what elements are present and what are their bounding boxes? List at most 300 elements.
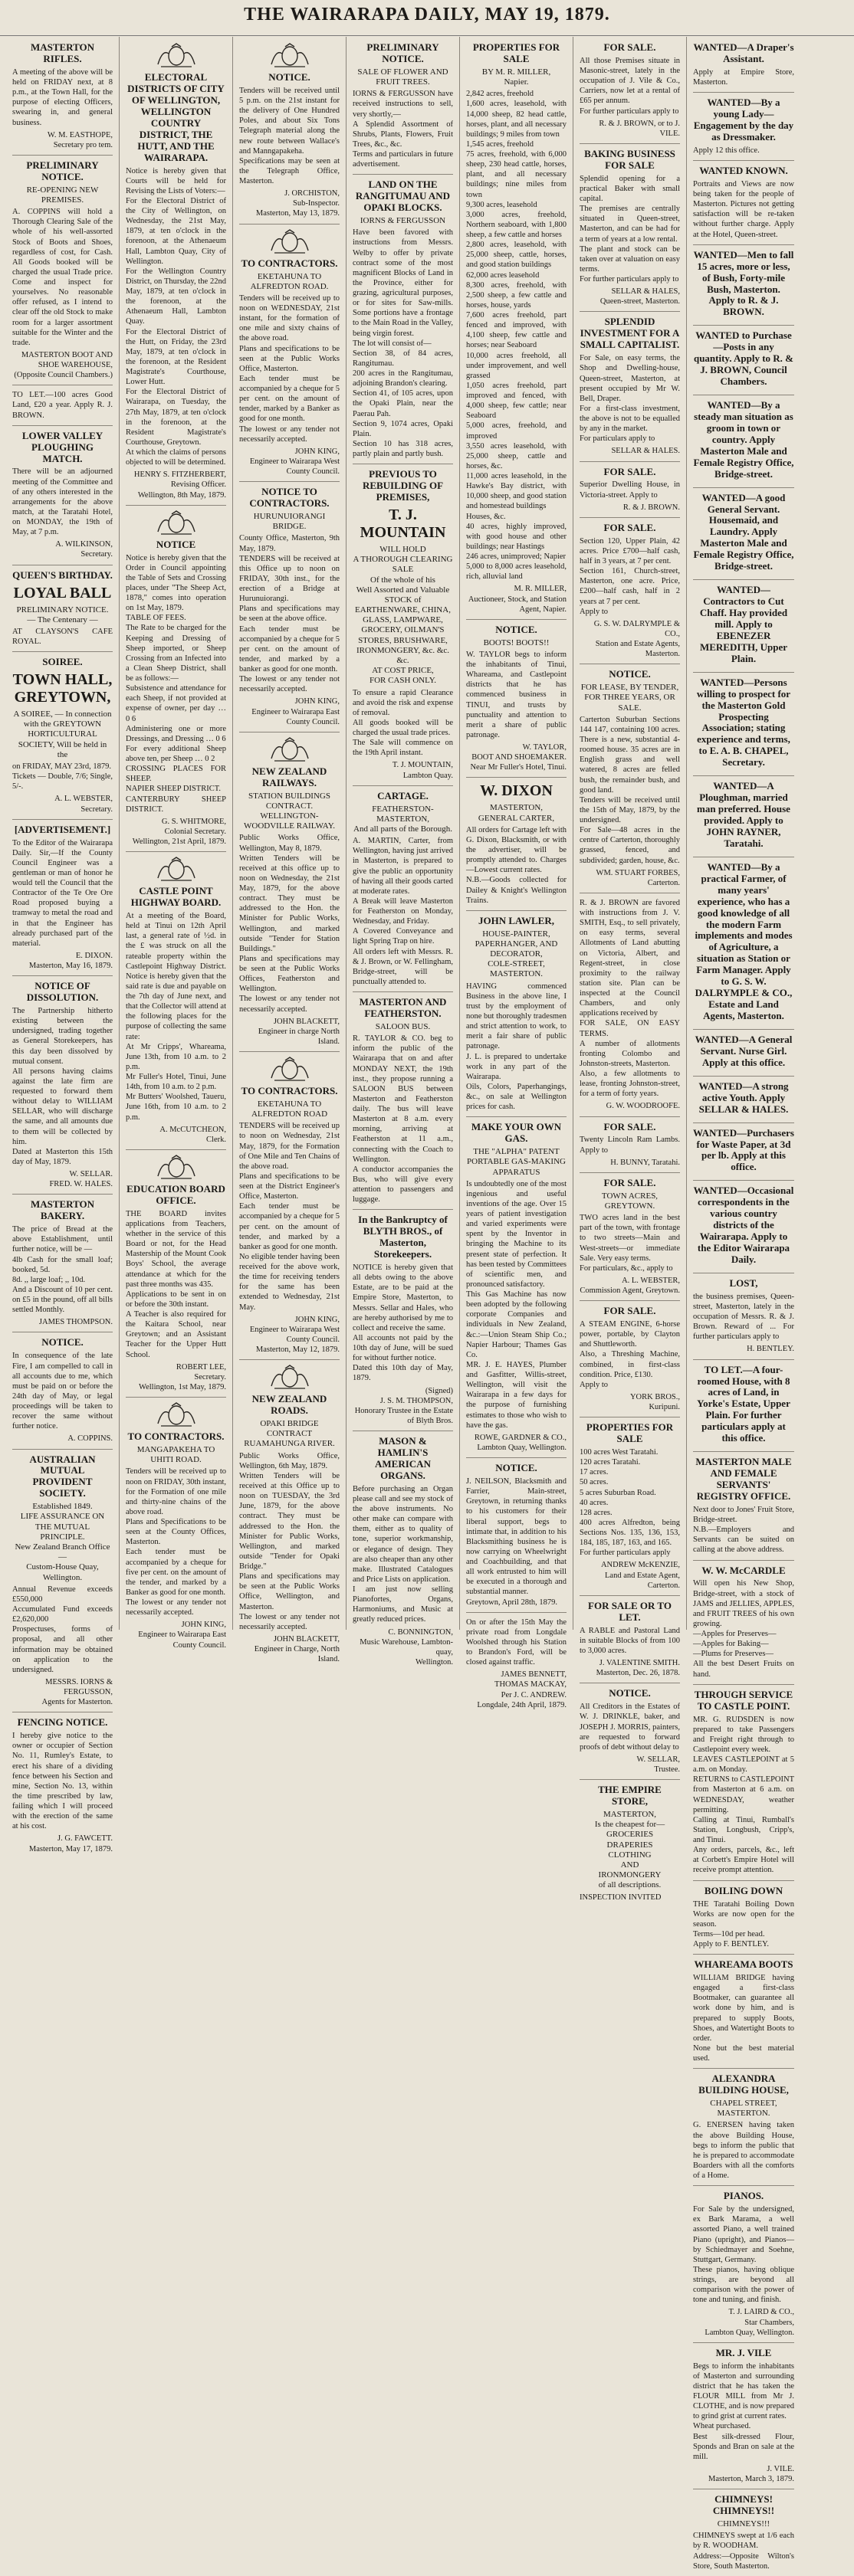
advertisement [693,2191,794,2343]
ad-heading: WANTED—By a steady man situation as groom in town or country. Apply Masterton Male and Female Registry Office, Bridge-street. [693,399,794,480]
ad-signature: ROWE, GARDNER & CO., Lambton Quay, Wellington. [474,1433,567,1452]
ad-heading: FOR SALE OR TO LET. [588,1599,672,1623]
ad-signature: G. S. W. DALRYMPLE & CO., Station and Estate Agents, Masterton. [593,619,680,659]
page-column [347,37,460,1667]
advertisement [12,1337,113,1449]
ad-body-text: A. COPPINS will hold a Thorough Clearing Sale of the whole of his well-assorted Stock of Boots and Shoes, regardless of cost, for Cash. All Goods booked will be charged the usual Trade price. Come and inspect for yourselves. No reasonable offer refused, as I intend to clear off the old Stock to make room for a larger assortment suitable for the Winter and the trade. [12,208,113,347]
royal-arms-engraving-icon [126,1402,226,1428]
ad-body-text: R. & J. BROWN are favored with instructions from J. V. SMITH, Esq., to sell privately, on easy terms, several Allotments of Land abutting on Victoria, Albert, and Regent-street, in close proximity to the railway station site. Plan can be inspected at the Council Chambers, and only applications received by FOR SALE, ON EASY TERMS. A number of allotments fronting Colombo and Johnston-streets, Masterton. Also, a few allotments to lease, fronting Johnston-street, for a term of forty years. [580,898,680,1099]
ad-subheading: CHAPEL STREET, MASTERTON. [710,2099,777,2119]
advertisement [580,1178,680,1301]
ad-body-text: Superior Dwelling House, in Victoria-street. Apply to [580,480,680,500]
ad-display-line: TOWN HALL, GREYTOWN, [12,671,113,706]
ad-heading: LOWER VALLEY PLOUGHING MATCH. [21,429,103,464]
ad-subheading: WILL HOLD A THOROUGH CLEARING SALE Of the whole of his Well Assorted and Valuable STOCK of EARTHENWARE, CHINA, GLASS, LAMPWARE, GROCERY, OILMAN'S STORES, BRUSHWARE, IRONMONGERY, &c. &c. &c. AT COST PRICE, FOR CASH ONLY. [353,544,453,686]
ad-heading: THE EMPIRE STORE, [598,1784,662,1807]
ad-body-text: G. ENERSEN having taken the above Building House, begs to inform the public that he is prepared to accommodate Boarders with all the comforts of a Home. [693,2121,794,2181]
ad-heading: TO CONTRACTORS. [241,257,338,269]
masthead: THE WAIRARAPA DAILY, MAY 19, 1879. [0,5,854,36]
advertisement [353,469,453,786]
ad-heading: WANTED KNOWN. [699,165,788,176]
royal-arms-engraving-icon [239,1057,340,1083]
royal-arms-engraving-icon [239,1365,340,1391]
ad-body-text: Annual Revenue exceeds £550,000 Accumulated Fund exceeds £2,620,000 Prospectuses, forms of proposal, and all other information may be obtained on application to the undersigned. [12,1585,113,1674]
advertisement [126,510,226,853]
ad-heading: WANTED—A strong active Youth. Apply SELLAR & HALES. [698,1080,789,1115]
ad-body-text: MR. G. RUDSDEN is now prepared to take Passengers and Freight right through to Castlepoint every week. LEAVES CASTLEPOINT at 5 a.m. on Monday. RETURNS to CASTLEPOINT from Masterton at 6 a.m. on WEDNESDAY, weather permitting. Calling at Tinui, Rumball's Station, Longbush, Cripp's, and Tinui. Any orders, parcels, &c., left at Corbett's Empire Hotel will receive prompt attention. [693,1715,794,1875]
ad-subheading: TOWN ACRES, GREYTOWN. [601,1191,659,1211]
ad-heading: WANTED—By a practical Farmer, of many years' experience, who has a good knowledge of all the modern Farm implements and modes of Agriculture, a situation as Station or Farm Manager. Apply to G. S. W. DALRYMPLE & CO., Estate and Land Agents, Masterton. [695,860,793,1021]
royal-arms-engraving-icon [126,43,226,69]
ad-heading: MASTERTON AND FEATHERSTON. [359,996,447,1019]
advertisement [693,677,794,777]
advertisement [693,1689,794,1881]
ad-subheading: THE "ALPHA" PATENT PORTABLE GAS-MAKING APPARATUS [467,1147,566,1177]
advertisement [239,1057,340,1360]
advertisement [239,229,340,483]
ad-body-text: I hereby give notice to the owner or occupier of Section No. 11, Rumley's Estate, to erect his share of a dividing fence between his Section and mine, Section No. 13, within the time prescribed by law, failing which I will proceed with the erection of the same at his cost. [12,1732,113,1831]
ad-signature: H. BUNNY, Taratahi. [610,1158,680,1167]
ad-body-text: Carterton Suburban Sections 144 147, containing 100 acres. There is a new, substantial 4-roomed house. 35 acres are in English grass and well watered, 8 acres are felled bush, the remainder bush, and good land. Tenders will be received until the 15th of May, 1879, by the undersigned. For Sale—48 acres in the centre of Carterton, thoroughly grassed, fenced, and subdivided; garden, house, &c. [580,715,680,865]
ad-body-text: Portraits and Views are now being taken for the people of Masterton. Pictures not getting satisfaction will be re-taken without further charge. Apply at the Hotel, Queen-street. [693,179,794,239]
advertisement-columns [6,37,848,2571]
ad-heading: PIANOS. [723,2190,764,2202]
advertisement [693,781,794,857]
ad-heading: PROPERTIES FOR SALE [472,41,560,64]
ad-subheading: HOUSE-PAINTER, PAPERHANGER, AND DECORATOR, COLE-STREET, MASTERTON. [475,929,558,979]
page-column [460,37,573,1709]
ad-body-text: Tenders will be received up to noon on WEDNESDAY, 21st instant, for the formation of one mile and sixty chains of the above road. Plans and specifications to be seen at the Public Works Office, Masterton. Each tender must be accompanied by a cheque for 5 per cent. on the amount of tender, marked by a Banker as good for one month. The lowest or any tender not necessarily accepted. [239,293,340,444]
ad-heading: CHIMNEYS! CHIMNEYS!! [712,2493,775,2517]
advertisement [693,166,794,245]
ad-body-text: There will be an adjourned meeting of the Committee and of any others interested in the arrangements for the above match, at the Taratahi Hotel, on MONDAY, the 19th of May, at 7 p.m. [12,467,113,537]
ad-body-text: 2,842 acres, freehold 1,600 acres, leasehold, with 14,000 sheep, 82 head cattle, horses, plant, and all necessary buildings; 9 miles from town 1,545 acres, freehold 75 acres, freehold, with 6,000 sheep, 230 head cattle, horses, plant, and all necessary buildings; nine miles from town 9,300 acres, leasehold 3,000 acres, freehold, Northern seaboard, with 1,800 sheep, a few cattle and horses 2,800 acres, leasehold, with 25,000 sheep, cattle, horses, and good station buildings 62,000 acres leasehold 8,300 acres, freehold, with 2,500 sheep, a few cattle and horses, house, yards 7,600 acres freehold, part fenced and improved, with 4,100 sheep, few cattle and horses; near Seaboard 10,000 acres freehold, all under improvement, and well grassed 1,050 acres freehold, part improved and fenced, with 4,000 sheep, few cattle; near Seaboard 5,000 acres, freehold, and improved 3,550 acres leasehold, with 25,000 sheep, cattle and horses, &c. 11,000 acres leasehold, in the Hawke's Bay district, with 10,000 sheep, and good station and homestead buildings Houses, &c. 40 acres, highly improved, with good house and other buildings; near Hastings 246 acres, unimproved; Napier 5,000 to 8,000 acres leasehold, rich, alluvial land [466,90,567,582]
advertisement [12,42,113,156]
page-column [233,37,347,1664]
ad-signature: ROBERT LEE, Secretary. Wellington, 1st May, 1879. [139,1362,226,1391]
ad-signature: MASTERTON BOOT AND SHOE WAREHOUSE, (Opposite Council Chambers.) [14,350,113,380]
advertisement [693,1128,794,1181]
ad-heading: AUSTRALIAN MUTUAL PROVIDENT SOCIETY. [29,1453,96,1499]
ad-heading: THROUGH SERVICE TO CASTLE POINT. [694,1688,793,1712]
advertisement [12,390,113,425]
ad-signature: (Signed) J. S. M. THOMPSON, Honorary Trustee in the Estate of Blyth Bros. [354,1386,453,1425]
ad-heading: FOR SALE. [603,465,656,477]
ad-body-text: County Office, Masterton, 9th May, 1879. TENDERS will be received at this Office up to noon on FRIDAY, 30th inst., for the erection of a Bridge at Hurunuiorangi. Plans and specifications may be seen at the above office. Each tender must be accompanied by a cheque for 5 per cent. on the amount of tender, and marked by a banker as good for one month. The lowest or any tender not necessarily accepted. [239,534,340,694]
ad-body-text: THE Taratahi Boiling Down Works are now open for the season. Terms—10d per head. Apply to F. BENTLEY. [693,1899,794,1948]
ad-subheading: A SOIREE, — In connection with the GREYTOWN HORTICULTURAL SOCIETY, Will be held in the [13,710,112,759]
ad-subheading: PRELIMINARY NOTICE. — The Centenary — [16,605,109,624]
ad-subheading: OPAKI BRIDGE CONTRACT RUAMAHUNGA RIVER. [244,1419,335,1449]
ad-signature: A. COPPINS. [67,1434,113,1444]
ad-signature: A. L. WEBSTER, Commission Agent, Greytown. [580,1276,680,1295]
ad-body-text: For Sale by the undersigned, ex Bark Marama, a well assorted Piano, a well trained Piano (upright), and Pianos—by Schiedmayer and Soehne, Stuttgart, Germany. These pianos, having oblique strings, are beyond all comparison with the power of tone and tuning, and finish. [693,2205,794,2305]
ad-heading: WANTED—Persons willing to prospect for the Masterton Gold Prospecting Association; stating experience and terms, to E. A. B. CHAPEL, Secretary. [696,676,791,769]
ad-heading: FOR SALE. [603,1176,656,1188]
advertisement [580,316,680,461]
advertisement [693,42,794,93]
advertisement [693,1278,794,1360]
ad-subheading: RE-OPENING NEW PREMISES. [26,185,99,205]
ad-body-text: Apply at Empire Store, Masterton. [693,67,794,87]
advertisement [466,782,567,910]
advertisement [693,97,794,161]
advertisement [693,1081,794,1123]
ad-body-text: Apply 12 this office. [693,146,760,155]
advertisement [580,1688,680,1780]
advertisement [580,1306,680,1417]
ad-signature: JOHN BLACKETT, Engineer in charge North Island. [258,1017,340,1046]
ad-body-text: the business premises, Queen-street, Masterton, lately in the occupation of Messrs. R. & J. Brown. Reward of ... For further particulars apply to [693,1292,794,1342]
ad-heading: NOTICE. [495,1462,537,1474]
advertisement [466,42,567,620]
ad-body-text: All those Premises situate in Masonic-street, lately in the occupation of J. Vile & Co., Carriers, now let at a rental of £65 per annum. For further particulars apply to [580,56,680,116]
ad-signature: JOHN BLACKETT, Engineer in Charge, North Island. [254,1634,340,1664]
advertisement [353,1436,453,1672]
ad-display-line: W. DIXON [480,782,553,800]
ad-subheading: SALE OF FLOWER AND FRUIT TREES. [357,67,448,87]
ad-body-text: In consequence of the late Fire, I am compelled to call in all accounts due to me, which must be paid on or before the 24th day of May, or legal proceedings will be taken to recover the same without further notice. [12,1352,113,1431]
ad-heading: WANTED—A good General Servant. Housemaid, and Laundry. Apply Masterton Male and Female Registry Office, Bridge-street. [693,491,794,572]
ad-body-text: NOTICE is hereby given that all debts owing to the above Estate, are to be paid at the Empire Store, Masterton, to Messrs. Sellar and Hales, who are hereby authorised by me to collect and receive the same. All accounts not paid by the 10th day of June, will be sued for without further notice. Dated this 10th day of May, 1879. [353,1263,453,1383]
ad-heading: MR. J. VILE [715,2346,772,2358]
advertisement [693,1886,794,1955]
ad-display-line: T. J. MOUNTAIN [360,506,446,541]
page-column [687,37,800,2571]
ad-heading: NOTICE [156,538,196,550]
ad-body-text: At a meeting of the Board, held at Tinui on 12th April last, a general rate of ½d. in the £ was struck on all the rateable property within the Castlepoint Highway District. Notice is hereby given that the said rate is due and payable on the 7th day of June next, and that the Collector will attend at the following places for the purpose of collecting the same rate: At Mr Cripps', Whareama, June 13th, from 10 a.m. to 2 p.m. Mr Fuller's Hotel, Tinui, June 14th, from 10 a.m. to 2 p.m. Mr Butters' Woolshed, Taueru, June 16th, from 10 a.m. to 2 p.m. [126,912,226,1122]
ad-heading: MASTERTON BAKERY. [30,1198,95,1222]
ad-body-text: AT CLAYSON'S CAFE ROYAL. [12,627,113,646]
ad-signature: E. DIXON. Masterton, May 16, 1879. [28,951,113,971]
ad-subheading: FOR LEASE, BY TENDER, FOR THREE YEARS, OR SALE. [580,683,679,713]
advertisement [693,2494,794,2576]
ad-heading: WANTED—Occasional correspondents in the various country districts of the Wairarapa. Apply to the Editor Wairarapa Daily. [693,1185,794,1265]
ad-heading: FOR SALE. [603,41,656,53]
ad-signature: JOHN KING, Engineer to Wairarapa East County Council. [138,1621,226,1650]
ad-signature: M. R. MILLER, Auctioneer, Stock, and Station Agent, Napier. [468,585,567,614]
ad-signature: JOHN KING, Engineer to Wairarapa West County Council. [249,447,340,476]
advertisement [580,523,680,664]
ad-signature: A. L. WEBSTER, Secretary. [54,795,113,814]
ad-body-text: Tenders will be received up to noon on FRIDAY, 30th instant, for the Formation of one mile and thirty-nine chains of the above road. Plans and Specifications to be seen at the County Offices, Masterton. Each tender must be accompanied by a cheque for five per cent. on the amount of the tender, and marked by a Banker as good for one month. The lowest or any tender not necessarily accepted. [126,1467,226,1617]
ad-heading: FOR SALE. [603,1305,656,1317]
ad-subheading: MASTERTON, Is the cheapest for— GROCERIES DRAPERIES CLOTHING AND IRONMONGERY of all descriptions. [594,1810,665,1890]
ad-body-text: For Sale, on easy terms, the Shop and Dwelling-house, Queen-street, Masterton, at present occupied by Mr W. Bell, Draper. For a first-class investment, the above is not to be equalled by any in the market. For particulars apply to [580,354,680,444]
ad-body-text: A meeting of the above will be held on FRIDAY next, at 8 p.m., at the Town Hall, for the purpose of electing Officers, swearing in, and general business. [12,67,113,127]
ad-heading: NOTICE. [495,623,537,635]
advertisement [12,160,113,385]
ad-body-text: The Partnership hitherto existing between the undersigned, trading together as General Storekeepers, has this day been dissolved by mutual consent. All persons having claims against the late firm are requested to forward them without delay to WILLIAM SELLAR, who will discharge the same, and all amounts due to them will be collected by him. Dated at Masterton this 15th day of May, 1879. [12,1007,113,1166]
advertisement [466,916,567,1118]
ad-body-text: On or after the 15th May the private road from Longdale Woolshed through his Station to Brandon's Ford, will be closed against traffic. [466,1617,567,1667]
ad-heading: WANTED—Contractors to Cut Chaff. Hay provided mill. Apply to EBENEZER MEREDITH, Upper Plain. [699,584,788,664]
ad-signature: JOHN KING, Engineer to Wairarapa West County Council. Masterton, May 12, 1879. [249,1315,340,1355]
page-column [573,37,687,1902]
ad-signature: A. WILKINSON, Secretary. [55,540,113,559]
ad-body-text: Notice is hereby given that Courts will be held for Revising the Lists of Voters:— For the Electoral District of the City of Wellington, on Wednesday, the 21st May, 1879, at ten o'clock in the forenoon, at the Athenaeum Hall, Lambton Quay, City of Wellington. For the Wellington Country District, on Thursday, the 22nd May, 1879, at ten o'clock in the forenoon, at the Athenaeum Hall, Lambton Quay. For the Electoral District of the Hutt, on Friday, the 23rd May, 1879, at ten o'clock in the forenoon, at the Resident Magistrate's Courthouse, Lower Hutt. For the Electoral District of Wairarapa, on Tuesday, the 27th May, 1879, at ten o'clock in the forenoon, at the Resident Magistrate's Courthouse, Greytown. At which the claims of persons objected to will be determined. [126,166,226,467]
ad-body-text: All orders for Cartage left with G. Dixon, Blacksmith, or with the advertiser, will be promptly attended to. Charges—Lowest current rates. N.B.—Goods collected for Dailey & Knight's Wellington Trains. [466,825,567,905]
ad-heading: MASTERTON RIFLES. [30,41,95,64]
ad-body-text: on FRIDAY, MAY 23rd, 1879. Tickets — Double, 7/6; Single, 5/-. [12,762,113,791]
advertisement [693,1365,794,1453]
ad-heading: FOR SALE. [603,1120,656,1132]
advertisement [693,2348,794,2489]
ad-subheading: CHIMNEYS!!! [717,2519,770,2529]
ad-signature: R. & J. BROWN, or to J. VILE. [599,119,680,138]
royal-arms-engraving-icon [239,737,340,763]
ad-heading: TO CONTRACTORS. [127,1431,225,1443]
ad-heading: TO CONTRACTORS. [241,1085,338,1096]
ad-heading: WANTED—Men to fall 15 acres, more or less, of Bush, Forty-mile Bush, Masterton. Apply to R. & J. BROWN. [693,248,794,318]
ad-signature: R. & J. BROWN. [622,503,680,512]
advertisement [580,1422,680,1596]
advertisement [693,1959,794,2069]
ad-body-text: Begs to inform the inhabitants of Masterton and surrounding district that he has taken the FLOUR MILL from Mr J. CLOTHE, and is now prepared to grind grist at current rates. Wheat purchased. Best silk-dressed Flour, Sponds and Bran on sale at the mill. [693,2361,794,2461]
advertisement [580,669,680,893]
ad-signature: WM. STUART FORBES, Carterton. [596,868,680,887]
advertisement [693,1565,794,1685]
royal-arms-engraving-icon [239,43,340,69]
royal-arms-engraving-icon [126,857,226,883]
ad-heading: In the Bankruptcy of BLYTH BROS., of Masterton, Storekeepers. [358,1214,448,1260]
ad-body-text: TO LET.—100 acres Good Land, £20 a year. Apply R. J. BROWN. [12,391,113,420]
ad-body-text: The price of Bread at the above Establishment, until further notice, will be — 4lb Cash for the small loaf; booked, 5d. 8d. ,, large loaf; ,, 10d. And a Discount of 10 per cent. on £5 in the pound, off all bills settled Monthly. [12,1225,113,1315]
advertisement [353,179,453,464]
ad-heading: NEW ZEALAND ROADS. [251,1393,327,1417]
ad-body-text: HAVING commenced Business in the above line, I trust by the employment of none but thoroughly tradesmen and strict attention to work, to merit a fair share of public patronage. J. L. is prepared to undertake work in any part of the Wairarapa. Oils, Colors, Paperhangings, &c., on sale at Wellington prices for cash. [466,982,567,1112]
royal-arms-engraving-icon [126,510,226,536]
ad-body-text: J. NEILSON, Blacksmith and Farrier, Main-street, Greytown, in returning thanks to his customers for their liberal support, begs to intimate that, in addition to his Blacksmithing business he is now carrying on Wheelwright and Coachbuilding, and that all work entrusted to him will be executed in a thorough and substantial manner. Greytown, April 28th, 1879. [466,1477,567,1607]
ad-signature: W. SELLAR, Trustee. [636,1755,680,1774]
ad-signature: YORK BROS., Kuripuni. [629,1392,680,1412]
ad-heading: WHAREAMA BOOTS [694,1958,793,1971]
ad-signature: J. VILE. Masterton, March 3, 1879. [708,2464,794,2484]
ad-subheading: Established 1849. LIFE ASSURANCE ON THE MUTUAL PRINCIPLE. New Zealand Branch Office— Custom-House Quay, Wellington. [15,1502,110,1582]
ad-signature: J. VALENTINE SMITH. Masterton, Dec. 26, 1878. [596,1659,680,1678]
ad-heading: WANTED to Purchase—Posts in any quantity. Apply to R. & J. BROWN, Council Chambers. [693,329,794,388]
ad-heading: BAKING BUSINESS FOR SALE [584,147,675,171]
ad-heading: NEW ZEALAND RAILWAYS. [251,765,327,788]
advertisement [693,493,794,581]
advertisement [12,824,113,977]
ad-heading: WANTED—A Ploughman, married man preferred. House provided. Apply to JOHN RAYNER, Taratahi. [697,780,790,849]
ad-heading: FOR SALE. [603,521,656,533]
ad-body-text: R. TAYLOR & CO. beg to inform the public of the Wairarapa that on and after MONDAY NEXT, the 19th inst., they propose running a SALOON BUS between Masterton and Featherston daily. The bus will leave Masterton at 8 a.m. every morning, arriving at Featherston at 11 a.m., connecting with the Coach to Wellington. A conductor accompanies the Bus, who will give every attention to passengers and luggage. [353,1034,453,1204]
ad-body-text: Splendid opening for a practical Baker with small capital. The premises are centrally situated in Queen-street, Masterton, and can be had for a term of years at a low rental. The plant and stock can be taken over at valuation on easy terms. For further particulars apply to [580,174,680,284]
advertisement [12,570,113,653]
ad-heading: ELECTORAL DISTRICTS OF CITY OF WELLINGTON, WELLINGTON COUNTRY DISTRICT, THE HUTT, AND THE WAIRARAPA. [127,71,225,163]
ad-heading: NOTICE. [609,1687,651,1699]
advertisement [126,1155,226,1398]
ad-heading: FENCING NOTICE. [17,1716,108,1729]
ad-body-text: A STEAM ENGINE, 6-horse power, portable, by Clayton and Shuttleworth. Also, a Threshing Machine, combined, in first-class condition. Price, £130. Apply to [580,1320,680,1389]
ad-body-text: A. MARTIN, Carter, from Wellington, having just arrived in Masterton, is prepared to give the public an opportunity of having all their goods carted at moderate rates. A Break will leave Masterton for Featherston on Monday, Wednesday, and Friday. A Covered Conveyance and light Spring Trap on hire. All orders left with Messrs. R. & J. Brown, or W. Fellingham, Bridge-street, will be punctually attended to. [353,837,453,986]
ad-heading: ALEXANDRA BUILDING HOUSE, [698,2073,789,2096]
advertisement [353,42,453,175]
ad-heading: WANTED—Purchasers for Waste Paper, at 3d per lb. Apply at this office. [693,1126,794,1173]
ad-subheading: HURUNUIORANGI BRIDGE. [253,512,326,532]
advertisement [693,400,794,488]
ad-signature: SELLAR & HALES. [611,447,680,456]
ad-heading: WANTED—A General Servant. Nurse Girl. Apply at this office. [695,1033,793,1068]
ad-subheading: FEATHERSTON-MASTERTON, And all parts of the Borough. [353,804,452,834]
advertisement [466,624,567,778]
ad-signature: J. ORCHISTON, Sub-Inspector. Masterton, May 13, 1879. [255,189,340,218]
advertisement [126,43,226,506]
ad-subheading: STATION BUILDINGS CONTRACT. WELLINGTON-WOODVILLE RAILWAY. [244,791,335,831]
ad-heading: MASON & HAMLIN'S AMERICAN ORGANS. [375,1435,431,1481]
ad-signature: JOHN KING, Engineer to Wairarapa East County Council. [251,697,340,726]
advertisement [580,898,680,1117]
ad-body-text: Have been favored with instructions from Messrs. Welby to offer by private contract some of the most magnificent Blocks of Land in the Province, either for grazing, agricultural purposes, or for sites for Saw-mills. Some portions have a frontage to the Main Road in the Valley, being virgin forest. The lot will consist of— Section 38, of 84 acres, Rangitumau. 200 acres in the Rangitumau, adjoining Brandon's clearing. Section 41, of 105 acres, upon the Opaki Plain, near the Paerau Pah. Section 9, 1074 acres, Opaki Plain. Section 10 has 318 acres, partly plain and partly bush. [353,228,453,458]
ad-heading: MASTERTON MALE AND FEMALE SERVANTS' REGISTRY OFFICE. [695,1456,792,1502]
ad-body-text: Notice is hereby given that the Order in Council appointing the Table of Sets and Crossing places, under "The Sheep Act, 1878," comes into operation on 1st May, 1879. TABLE OF FEES. The Rate to be charged for the Keeping and Dressing of Sheep imported, or Sheep Crossing from an Infected into a Clean Sheep District, shall be as follows:— Subsistence and attendance for each Sheep, if not provided at expense of owner, per day … 0 6 Administering one or more Dressings, and Dressing … 0 6 For every additional Sheep above ten, per Sheep … 0 2 CROSSING PLACES FOR SHEEP. NAPIER SHEEP DISTRICT. CANTERBURY SHEEP DISTRICT. [126,553,226,814]
ad-body-text: A RABLE and Pastoral Land in suitable Blocks of from 100 to 3,000 acres. [580,1626,680,1655]
ad-heading: LOST, [729,1277,758,1289]
ad-heading: TO LET.—A four-roomed House, with 8 acres of Land, in Yorke's Estate, Upper Plain. For further particulars apply at this office. [697,1363,790,1444]
ad-subheading: EKETAHUNA TO ALFREDTON ROAD. [250,271,329,291]
ad-body-text: WILLIAM BRIDGE having engaged a first-class Bootmaker, can guarantee all work done by him, and is prepared to supply Boots, Shoes, and Watertight Boots to order. None but the best material used. [693,1974,794,2063]
ad-body-text: Section 120, Upper Plain, 42 acres. Price £700—half cash, half in 3 years, at 7 per cent. Section 161, Church-street, Masterton, one acre. Price, £200—half cash, half in 2 years at 7 per cent. Apply to [580,536,680,616]
ad-heading: NOTICE. [609,668,651,680]
ad-heading: NOTICE TO CONTRACTORS. [249,486,330,510]
advertisement [693,585,794,673]
advertisement [580,42,680,144]
ad-body-text: Tenders will be received until 5 p.m. on the 21st instant for the delivery of One Hundred Poles, and about Six Tons Telegraph material along the new route between Wallace's and Manngapakeha. Specifications may be seen at the Telegraph Office, Masterton. [239,86,340,186]
ad-signature: A. McCUTCHEON, Clerk. [159,1125,226,1144]
advertisement [693,1034,794,1077]
ad-body-text: Is undoubtedly one of the most ingenious and useful inventions of the age. Over 15 years of patient investigation and varied experiments were spent by the Inventor in bringing the Machine to its present state of perfection. It has been tested by Committees of scientific men, and pronounced satisfactory. This Gas Machine has now been adopted by the following corporate Companies and individuals in New Zealand, &c.:—Union Steam Ship Co.; Napier Harbour; Thames Gas Co. MR. J. E. HAYES, Plumber and Gasfitter, Willis-street, Wellington, will visit the Wairarapa in a few days for the purpose of furnishing estimates to those who wish to have the gas. [466,1179,567,1430]
ad-body-text: W. TAYLOR begs to inform the inhabitants of Tinui, Whareama, and Castlepoint districts that he has commenced business in TINUI, and trusts by punctuality and attention to merit a share of public patronage. [466,650,567,739]
ad-heading: SOIREE. [42,656,83,668]
ad-subheading: SALOON BUS. [375,1021,431,1031]
ad-signature: T. J. LAIRD & CO., Star Chambers, Lambton Quay, Wellington. [705,2308,794,2337]
ad-subheading: MANGAPAKEHA TO UHITI ROAD. [136,1445,215,1465]
ad-body-text: All Creditors in the Estates of W. J. DRINKLE, baker, and JOSEPH J. MORRIS, painters, are requested to forward proofs of debt without delay to [580,1703,680,1752]
advertisement [239,737,340,1052]
ad-body-text: THE BOARD invites applications from Teachers, whether in the service of this Board or not, for the Head Mastership of the Mount Cook Boys' School, the average attendance at which for the past three months was 435. Applications to be sent in on or before the 30th instant. A Teacher is also required for the Kaitara School, near Greytown; and an Assistant Teacher for the Upper Hutt School. [126,1209,226,1359]
advertisement [466,1463,567,1613]
advertisement [126,857,226,1150]
advertisement [12,431,113,565]
ad-body-text: Will open his New Shop, Bridge-street, with a stock of JAMS and JELLIES, APPLES, and FRUIT TREES of his own growing. —Apples for Preserves— —Apples for Baking— —Plums for Preserves— All the best Desert Fruits on hand. [693,1579,794,1679]
ad-heading: WANTED—By a young Lady—Engagement by the day as Dressmaker. [693,97,794,143]
ad-signature: W. M. EASTHOPE, Secretary pro tem. [47,130,113,149]
ad-heading: MAKE YOUR OWN GAS. [471,1121,562,1145]
advertisement [693,250,794,326]
ad-body-text: IORNS & FERGUSSON have received instructions to sell, very shortly,— A Splendid Assortment of Shrubs, Plants, Flowers, Fruit Trees, &c., &c. Terms and particulars in future advertisement. [353,90,453,169]
advertisement [693,2073,794,2186]
advertisement [12,981,113,1195]
advertisement [466,1617,567,1715]
ad-heading: [ADVERTISEMENT.] [14,823,111,835]
ad-body-text: TENDERS will be received up to noon on Wednesday, 21st May, 1879, for the Formation of One Mile and Ten Chains of the above road. Plans and specifications to be seen at the District Engineer's Office, Masterton. Each tender must be accompanied by a cheque for 5 per cent. on the amount of tender, and marked by a banker as good for one month. No eligible tender having been received for the above work, the time for receiving tenders for the same has been extended to Wednesday, 21st May. [239,1122,340,1312]
ad-subheading: EKETAHUNA TO ALFREDTON ROAD [251,1099,328,1119]
ad-heading: PRELIMINARY NOTICE. [26,159,99,182]
advertisement [12,1717,113,1858]
ad-signature: C. BONNINGTON, Music Warehouse, Lambton-quay, Wellington. [360,1627,453,1667]
ad-body-text: To ensure a rapid Clearance and avoid the risk and expense of removal. All goods booked will be charged the usual trade prices. The Sale will commence on the 19th April instant. [353,688,453,758]
ad-body-text: Public Works Office, Wellington, 6th May, 1879. Written Tenders will be received at this Office up to noon on TUESDAY, the 3rd June, 1879, for the above contract. They must be addressed to the Hon. the Minister for Public Works, Wellington, and marked outside "Tender for Opaki Bridge." Plans and specifications may be seen at the Public Works Office, Wellington, and Masterton. The lowest or any tender not necessarily accepted. [239,1451,340,1631]
advertisement [580,1122,680,1173]
ad-heading: WANTED—A Draper's Assistant. [693,41,794,64]
advertisement [580,149,680,313]
ad-signature: JAMES THOMPSON. [38,1318,113,1327]
ad-heading: NOTICE OF DISSOLUTION. [26,980,99,1004]
ad-subheading: IORNS & FERGUSSON [360,216,446,226]
advertisement [580,1601,680,1684]
royal-arms-engraving-icon [239,229,340,255]
ad-body-text: CHIMNEYS swept at 1/6 each by R. WOODHAM. Address:—Opposite Wilton's Store, South Masterton. [693,2532,794,2571]
ad-signature: MESSRS. IORNS & FERGUSSON, Agents for Masterton. [41,1677,113,1707]
ad-body-text: 100 acres West Taratahi. 120 acres Taratahi. 17 acres. 50 acres. 5 acres Suburban Road. 40 acres. 128 acres. 400 acres Alfredton, being Sections Nos. 135, 136, 153, 184, 185, 187, 163, and 165. For further particulars apply [580,1448,680,1558]
ad-heading: W. W. McCARDLE [701,1564,786,1576]
ad-display-line: LOYAL BALL [13,584,112,601]
advertisement [239,1365,340,1669]
ad-signature: J. G. FAWCETT. Masterton, May 17, 1879. [28,1834,113,1853]
advertisement [12,1199,113,1332]
advertisement [239,487,340,732]
ad-subheading: BY M. R. MILLER, Napier. [481,67,551,87]
royal-arms-engraving-icon [126,1155,226,1181]
ad-subheading: BOOTS! BOOTS!! [483,637,550,647]
advertisement [466,1122,567,1458]
advertisement [693,1457,794,1560]
ad-signature: SELLAR & HALES, Queen-street, Masterton. [599,287,680,306]
ad-heading: JOHN LAWLER, [478,914,554,926]
advertisement [239,43,340,224]
ad-signature: W. TAYLOR, BOOT AND SHOEMAKER. Near Mr Fuller's Hotel, Tinui. [470,743,567,772]
ad-signature: ANDREW McKENZIE, Land and Estate Agent, Carterton. [600,1561,680,1590]
ad-heading: NOTICE. [41,1336,84,1349]
ad-heading: LAND ON THE RANGITUMAU AND OPAKI BLOCKS. [355,179,451,214]
ad-heading: QUEEN'S BIRTHDAY. [12,569,113,581]
ad-heading: CASTLE POINT HIGHWAY BOARD. [130,885,222,909]
ad-heading: SPLENDID INVESTMENT FOR A SMALL CAPITALIST. [580,316,680,351]
ad-signature: T. J. MOUNTAIN, Lambton Quay. [392,761,453,780]
advertisement [693,862,794,1030]
ad-body-text: Before purchasing an Organ please call and see my stock of the above instruments. No other make can compare with them, either as to quality of tone, superior workmanship, or elegance of design. They are also cheaper than any other make. Illustrated Catalogues and Price Lists on application. I am just now selling Pianofortes, Organs, Harmoniums, and Music at greatly reduced prices. [353,1484,453,1624]
ad-body-text: Next door to Jones' Fruit Store, Bridge-street. N.B.—Employers and Servants can be suited on calling at the above address. [693,1505,794,1555]
ad-body-text: Public Works Office, Wellington, May 8, 1879. Written Tenders will be received at this office up to noon on Wednesday, the 21st May, 1879, for the above contract. They must be addressed to the Hon. the Minister for Public Works, Wellington, and marked outside "Tender for Station Buildings." Plans and specifications may be seen at the Public Works Offices, Featherston and Wellington. The lowest or any tender not necessarily accepted. [239,834,340,1014]
ad-signature: G. S. WHITMORE, Colonial Secretary. Wellington, 21st April, 1879. [132,817,226,847]
page-column [6,37,120,1853]
advertisement [693,330,794,395]
ad-body-text: To the Editor of the Wairarapa Daily. Sir,—If the County Council Engineer was a gentleman or man of honor he would tell the Council that the Contractor of the Te Ore Ore Road proposed buying a tramway to metal the road and in that the Engineer has already purchased part of the material. [12,838,113,948]
advertisement [693,1185,794,1273]
ad-signature: G. W. WOODROOFE. [606,1102,680,1111]
advertisement [353,1214,453,1431]
advertisement [580,1785,680,1907]
ad-signature: W. SELLAR. FRED. W. HALES. [49,1170,113,1189]
advertisement [126,1402,226,1655]
ad-heading: CARTAGE. [377,789,429,801]
advertisement [580,467,680,518]
ad-signature: JAMES BENNETT, THOMAS MACKAY, Per J. C. ANDREW. Longdale, 24th April, 1879. [477,1670,567,1709]
advertisement [353,997,453,1210]
ad-heading: PROPERTIES FOR SALE [586,1421,674,1445]
ad-heading: NOTICE. [268,71,310,83]
ad-heading: BOILING DOWN [704,1884,783,1896]
ad-body-text: Twenty Lincoln Ram Lambs. Apply to [580,1136,680,1155]
advertisement [12,657,113,820]
page-column [120,37,233,1650]
ad-heading: EDUCATION BOARD OFFICE. [126,1182,225,1206]
ad-heading: PRELIMINARY NOTICE. [366,41,439,64]
ad-signature: HENRY S. FITZHERBERT, Revising Officer. Wellington, 8th May, 1879. [133,470,226,500]
ad-body-text: INSPECTION INVITED [580,1893,662,1902]
